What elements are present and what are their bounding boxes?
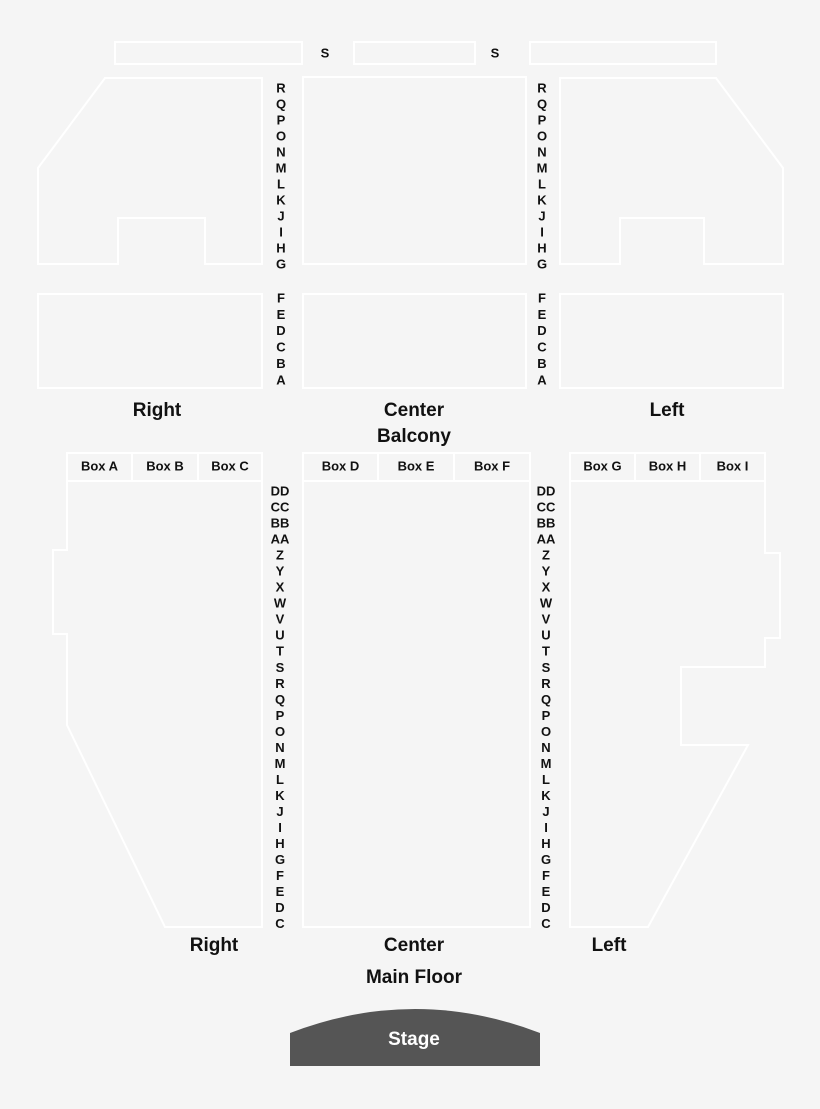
row-label: M — [540, 755, 552, 771]
balcony-right-upper-section[interactable] — [38, 78, 262, 264]
row-label: R — [275, 675, 285, 691]
box-label: Box D — [321, 458, 360, 474]
row-label: J — [276, 804, 284, 820]
balcony-left-label: Left — [649, 400, 685, 422]
row-label: G — [540, 852, 552, 868]
row-label: B — [276, 356, 286, 372]
row-label: A — [537, 372, 547, 388]
row-label: A — [276, 372, 286, 388]
row-label: R — [276, 80, 286, 96]
row-label: CC — [270, 499, 290, 515]
main-floor-right-section[interactable] — [53, 481, 262, 927]
row-label: N — [537, 144, 547, 160]
row-label: Q — [540, 691, 552, 707]
row-label: U — [541, 627, 551, 643]
row-label: P — [541, 707, 551, 723]
row-label: Z — [276, 547, 284, 563]
box-label: Box E — [397, 458, 435, 474]
row-label: V — [541, 611, 551, 627]
row-label: L — [277, 176, 285, 192]
row-label: K — [537, 192, 547, 208]
row-label: H — [541, 836, 551, 852]
main-floor-center-label: Center — [383, 935, 445, 957]
row-label: L — [538, 176, 546, 192]
row-label: DD — [270, 483, 290, 499]
main-floor-title: Main Floor — [365, 967, 463, 989]
row-label: P — [276, 112, 286, 128]
balcony-center-upper-section[interactable] — [303, 77, 526, 264]
balcony-center-lower-section[interactable] — [303, 294, 526, 388]
box-label: Box A — [80, 458, 119, 474]
balcony-center-label: Center — [383, 400, 445, 422]
row-label: Y — [541, 563, 551, 579]
box-label: Box I — [716, 458, 749, 474]
row-label: K — [541, 788, 551, 804]
row-label: J — [542, 804, 550, 820]
row-label: AA — [536, 531, 556, 547]
row-label: N — [276, 144, 286, 160]
row-label: Q — [275, 96, 287, 112]
box-label: Box H — [648, 458, 687, 474]
row-label: K — [275, 788, 285, 804]
row-label: X — [541, 579, 551, 595]
box-label: Box G — [583, 458, 622, 474]
row-label: C — [537, 339, 547, 355]
row-label: M — [274, 755, 286, 771]
row-label: X — [275, 579, 285, 595]
row-label: C — [276, 339, 286, 355]
row-label: D — [275, 900, 285, 916]
balcony-row-s-center-section[interactable] — [354, 42, 475, 64]
row-label: D — [276, 323, 286, 339]
row-label: C — [541, 916, 551, 932]
row-label: I — [279, 224, 283, 240]
row-label: W — [539, 595, 553, 611]
row-label: L — [542, 771, 550, 787]
balcony-right-label: Right — [132, 400, 182, 422]
row-label: Q — [536, 96, 548, 112]
row-label: G — [274, 852, 286, 868]
row-label: D — [541, 900, 551, 916]
box-label: Box F — [473, 458, 511, 474]
row-label: I — [540, 224, 544, 240]
row-label: DD — [536, 483, 556, 499]
row-label: H — [276, 240, 286, 256]
balcony-left-lower-section[interactable] — [560, 294, 783, 388]
row-label: E — [541, 884, 551, 900]
row-label: O — [540, 723, 552, 739]
row-label: I — [544, 820, 548, 836]
row-label: H — [537, 240, 547, 256]
row-label: E — [537, 306, 547, 322]
main-floor-right-label: Right — [189, 935, 239, 957]
row-label: Q — [274, 691, 286, 707]
row-label: Y — [275, 563, 285, 579]
row-label: J — [277, 208, 285, 224]
balcony-title: Balcony — [377, 426, 451, 448]
row-label: O — [274, 723, 286, 739]
row-label: T — [542, 643, 550, 659]
row-label: S — [275, 659, 285, 675]
row-label: M — [275, 160, 287, 176]
balcony-row-s-right-section[interactable] — [115, 42, 302, 64]
row-label: N — [275, 739, 285, 755]
box-label: Box B — [146, 458, 184, 474]
row-label: Z — [542, 547, 550, 563]
row-label: E — [275, 884, 285, 900]
main-floor-left-label: Left — [591, 935, 627, 957]
row-label-s-right: S — [490, 45, 500, 61]
main-floor-center-section[interactable] — [303, 481, 530, 927]
row-label: W — [273, 595, 287, 611]
balcony-right-lower-section[interactable] — [38, 294, 262, 388]
row-label: R — [541, 675, 551, 691]
stage-label: Stage — [388, 1029, 440, 1051]
row-label: F — [276, 868, 284, 884]
box-label: Box C — [211, 458, 249, 474]
row-label: O — [275, 128, 287, 144]
balcony-row-s-left-section[interactable] — [530, 42, 716, 64]
balcony-left-upper-section[interactable] — [560, 78, 783, 264]
row-label: CC — [536, 499, 556, 515]
row-label: F — [277, 290, 285, 306]
row-label: D — [537, 323, 547, 339]
row-label: L — [276, 771, 284, 787]
row-label: J — [538, 208, 546, 224]
row-label: BB — [270, 515, 290, 531]
row-label: G — [275, 256, 287, 272]
row-label: AA — [270, 531, 290, 547]
row-label: U — [275, 627, 285, 643]
row-label: F — [542, 868, 550, 884]
row-label: O — [536, 128, 548, 144]
row-label: M — [536, 160, 548, 176]
row-label: I — [278, 820, 282, 836]
row-label-s-left: S — [320, 45, 330, 61]
row-label: E — [276, 306, 286, 322]
row-label: N — [541, 739, 551, 755]
row-label: G — [536, 256, 548, 272]
row-label: C — [275, 916, 285, 932]
row-label: BB — [536, 515, 556, 531]
row-label: B — [537, 356, 547, 372]
row-label: H — [275, 836, 285, 852]
row-label: P — [275, 707, 285, 723]
row-label: F — [538, 290, 546, 306]
row-label: V — [275, 611, 285, 627]
row-label: K — [276, 192, 286, 208]
main-floor-left-section[interactable] — [570, 481, 780, 927]
row-label: R — [537, 80, 547, 96]
row-label: T — [276, 643, 284, 659]
row-label: P — [537, 112, 547, 128]
row-label: S — [541, 659, 551, 675]
